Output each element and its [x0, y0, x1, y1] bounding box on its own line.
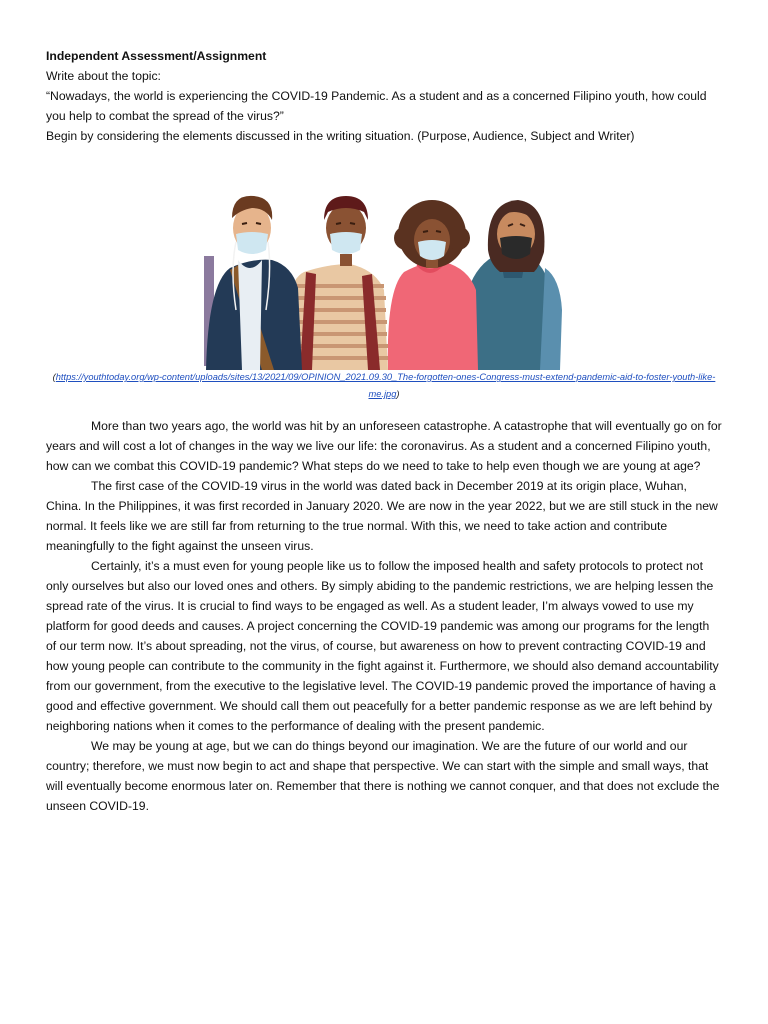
- caption-open-paren: (: [52, 372, 56, 382]
- essay-paragraph-2: The first case of the COVID-19 virus in the world was dated back in December 2019 at its origin place, Wuhan, China. In the Philippines, it was first recorded in January 2020. We are now in the year 2022, but we are still stuck in the new normal. It feels like we are still far from returning to the true normal. With this, we need to take action and contribute meaningfully to the fight against the unseen virus.: [46, 479, 718, 553]
- essay-paragraph-1: More than two years ago, the world was hit by an unforeseen catastrophe. A catastrophe that will eventually go on for years and will cost a lot of changes in the way we live our life: the coronavirus. As a student and a concerned Filipino youth, how can we combat this COVID-19 pandemic? What steps do we need to take to help even though we are young at age?: [46, 419, 722, 473]
- person-pink-figure: [388, 200, 478, 370]
- essay-paragraph-4: We may be young at age, but we can do things beyond our imagination. We are the future of our world and our country; therefore, we must now begin to act and shape that perspective. We can start with the simple and small ways, that will eventually become enormous later on. Remember that there is nothing we cannot conquer, and that does not exclude the unseen COVID-19.: [46, 739, 720, 813]
- assignment-title: Independent Assessment/Assignment: [46, 49, 267, 63]
- guidance-line: Begin by considering the elements discussed in the writing situation. (Purpose, Audience, Subject and Writer): [46, 129, 635, 143]
- image-caption: [46, 369, 722, 403]
- topic-prompt: “Nowadays, the world is experiencing the COVID-19 Pandemic. As a student and as a concerned Filipino youth, how could you help to combat the spread of the virus?”: [46, 89, 707, 123]
- caption-source-link[interactable]: https://youthtoday.org/wp-content/uploads/sites/13/2021/09/OPINION_2021.09.30_The-forgotten-ones-Congress-must-extend-pandemic-aid-to-foster-youth-like-me.jpg: [55, 372, 716, 399]
- instruction-line: Write about the topic:: [46, 69, 161, 83]
- illustration-svg: [200, 160, 568, 372]
- masked-youth-illustration: [200, 160, 568, 372]
- caption-close-paren: ): [396, 389, 400, 399]
- essay-body: [46, 416, 722, 816]
- assignment-header: [46, 46, 722, 146]
- essay-paragraph-3: Certainly, it’s a must even for young people like us to follow the imposed health and safety protocols to protect not only ourselves but also our loved ones and others. By simply abiding to the pandemic restrictions, we are helping lessen the spread rate of the virus. It is crucial to find ways to be engaged as well. As a student leader, I’m always vowed to use my platform for good deeds and causes. A project concerning the COVID-19 pandemic was among our programs for the length of our term now. It’s about spreading, not the virus, of course, but awareness on how to prevent contracting COVID-19 and how young people can contribute to the community in the fight against it. Furthermore, we should also demand accountability from our government, from the executive to the legislative level. The COVID-19 pandemic proved the importance of having a good and effective government. We should call them out peacefully for a better pandemic response as we are left behind by neighboring nations when it comes to the performance of dealing with the present pandemic.: [46, 559, 719, 733]
